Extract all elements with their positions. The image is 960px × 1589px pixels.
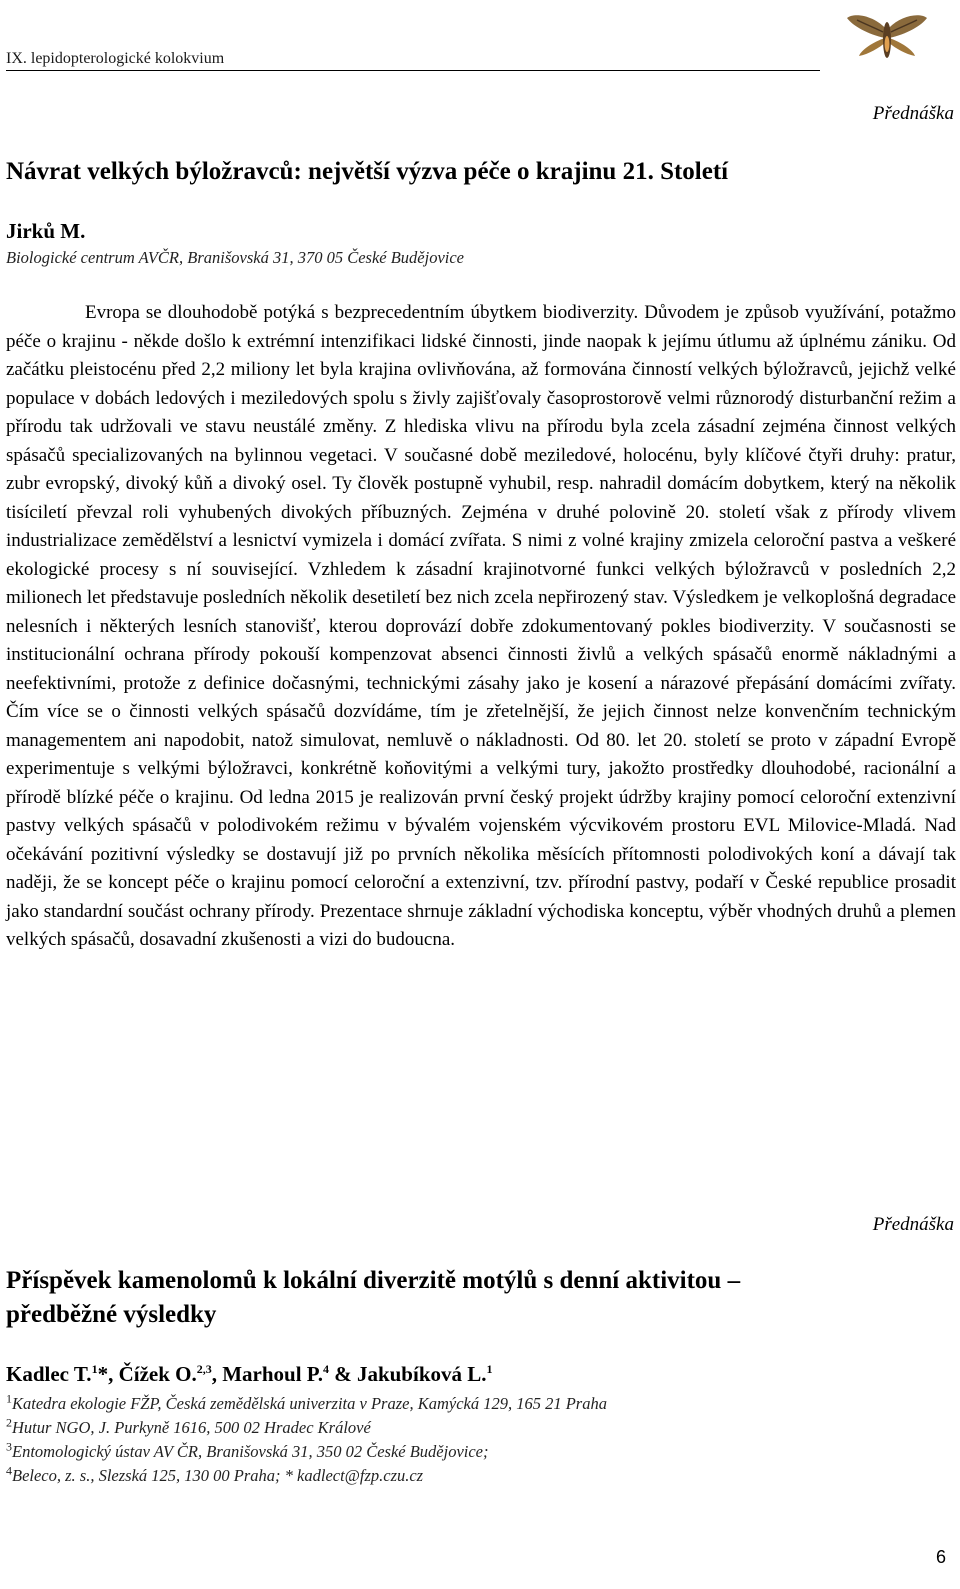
author-sup: 1 <box>486 1362 493 1376</box>
author-sup: 1 <box>91 1362 98 1376</box>
abstract2-affiliations <box>6 1392 607 1488</box>
affiliation-num: 4 <box>6 1463 12 1478</box>
affiliation-num: 1 <box>6 1391 12 1406</box>
header-rule <box>6 70 820 71</box>
affiliation-text: Beleco, z. s., Slezská 125, 130 00 Praha; * kadlect@fzp.czu.cz <box>12 1466 424 1485</box>
section-label-2: Přednáška <box>872 1214 954 1235</box>
author-sup: 4 <box>322 1362 329 1376</box>
author-name: Čížek O. <box>118 1362 197 1386</box>
affiliation-text: Entomologický ústav AV ČR, Branišovská 31, 350 02 České Budějovice; <box>12 1442 489 1461</box>
abstract1-affiliation: Biologické centrum AVČR, Branišovská 31, 370 05 České Budějovice <box>6 248 465 267</box>
abstract2-title-line2: předběžné výsledky <box>6 1301 217 1328</box>
page-number: 6 <box>935 1547 946 1567</box>
affiliation-text: Katedra ekologie FŽP, Česká zemědělská univerzita v Praze, Kamýcká 129, 165 21 Praha <box>12 1394 607 1413</box>
affiliation-num: 2 <box>6 1415 12 1430</box>
affiliation-text: Hutur NGO, J. Purkyně 1616, 500 02 Hradec Králové <box>12 1418 371 1437</box>
author-sep: & <box>328 1362 357 1386</box>
abstract1-title: Návrat velkých býložravců: největší výzva péče o krajinu 21. Století <box>6 158 729 185</box>
author-sup: 2,3 <box>196 1362 212 1376</box>
author-sep: *, <box>97 1362 119 1386</box>
abstract1-authors: Jirků M. <box>6 219 86 243</box>
abstract2-authors <box>6 1362 493 1387</box>
author-sep: , <box>211 1362 223 1386</box>
affiliation-num: 3 <box>6 1439 12 1454</box>
abstract1-body: Evropa se dlouhodobě potýká s bezprecedentním úbytkem biodiverzity. Důvodem je způsob využívání, potažmo péče o krajinu - někde došlo k extrémní intenzifikaci lidské činnosti, jinde naopak k jejímu útlumu až úplnému zániku. Od začátku pleistocénu před 2,2 miliony let byla krajina ovlivňována, až formována činností velkých býložravců, jejichž velké populace v dobách ledových i meziledových spolu s živly zajišťovaly časoprostorově velmi různorodý disturbanční režim a přírodu tak udržovali ve stavu neustálé změny. Z hlediska vlivu na přírodu byla zcela zásadní zejména činnost velkých spásačů specializovaných na bylinnou vegetaci. V současné době meziledové, holocénu, byly klíčové čtyři druhy: pratur, zubr evropský, divoký kůň a divoký osel. Ty člověk postupně vyhubil, resp. nahradil domácím dobytkem, který na několik tisíciletí převzal roli vyhubených divokých příbuzných. Zejména v druhé polovině 20. století však z přírody vlivem industrializace zemědělství a lesnictví vymizela i domácí zvířata. S nimi z volné krajiny zmizela celoroční pastva a veškeré ekologické procesy s ní související. Vzhledem k zásadní krajinotvorné funkci velkých býložravců v posledních 2,2 milionech let představuje posledních několik desetiletí bez nich zcela nepřirozený stav. Výsledkem je velkoplošná degradace nelesních i některých lesních stanovišť, kterou doprovází dobře zdokumentovaný pokles biodiverzity. V současnosti se institucionální ochrana přírody pokouší kompenzovat absenci činnosti živlů a velkých spásačů enormě nákladnými a neefektivními, protože z definice dočasnými, technickými zásahy jako je kosení a nárazové přepásání domácími zvířaty. Čím více se o činnosti velkých spásačů dozvídáme, tím je zřetelnější, že jejich činnost nelze konvenčním technickým managementem ani napodobit, natož simulovat, nemluvě o nákladnosti. Od 80. let 20. století se proto v západní Evropě experimentuje s velkými býložravci, konkrétně koňovitými a velkými tury, jakožto prostředky dlouhodobé, racionální a přírodě blízké péče o krajinu. Od ledna 2015 je realizován první český projekt údržby krajiny pomocí celoroční extenzivní pastvy velkých spásačů v polodivokém režimu v bývalém vojenském výcvikovém prostoru EVL Milovice-Mladá. Nad očekávání pozitivní výsledky se dostavují již po prvních několika měsících přítomnosti polodivokých koní a dávají tak naději, že se koncept péče o krajinu pomocí celoroční a extenzivní, tzv. přírodní pastvy, podaří v České republice prosadit jako standardní součást ochrany přírody. Prezentace shrnuje základní východiska konceptu, výběr vhodných druhů a plemen velkých spásačů, dosavadní zkušenosti a vizi do budoucna. <box>6 302 956 950</box>
moth-logo-icon <box>845 10 929 66</box>
abstract2-title <box>6 1264 740 1332</box>
affiliation-line <box>6 1392 607 1416</box>
section-label-1: Přednáška <box>872 103 954 124</box>
author-name: Jakubíková L. <box>356 1362 487 1386</box>
abstract2-title-line1: Příspěvek kamenolomů k lokální diverzitě motýlů s denní aktivitou – <box>6 1267 741 1294</box>
author-name: Kadlec T. <box>6 1362 92 1386</box>
affiliation-line <box>6 1416 607 1440</box>
author-name: Marhoul P. <box>222 1362 323 1386</box>
affiliation-line <box>6 1440 607 1464</box>
running-header: IX. lepidopterologické kolokvium <box>6 50 225 67</box>
affiliation-line <box>6 1464 607 1488</box>
